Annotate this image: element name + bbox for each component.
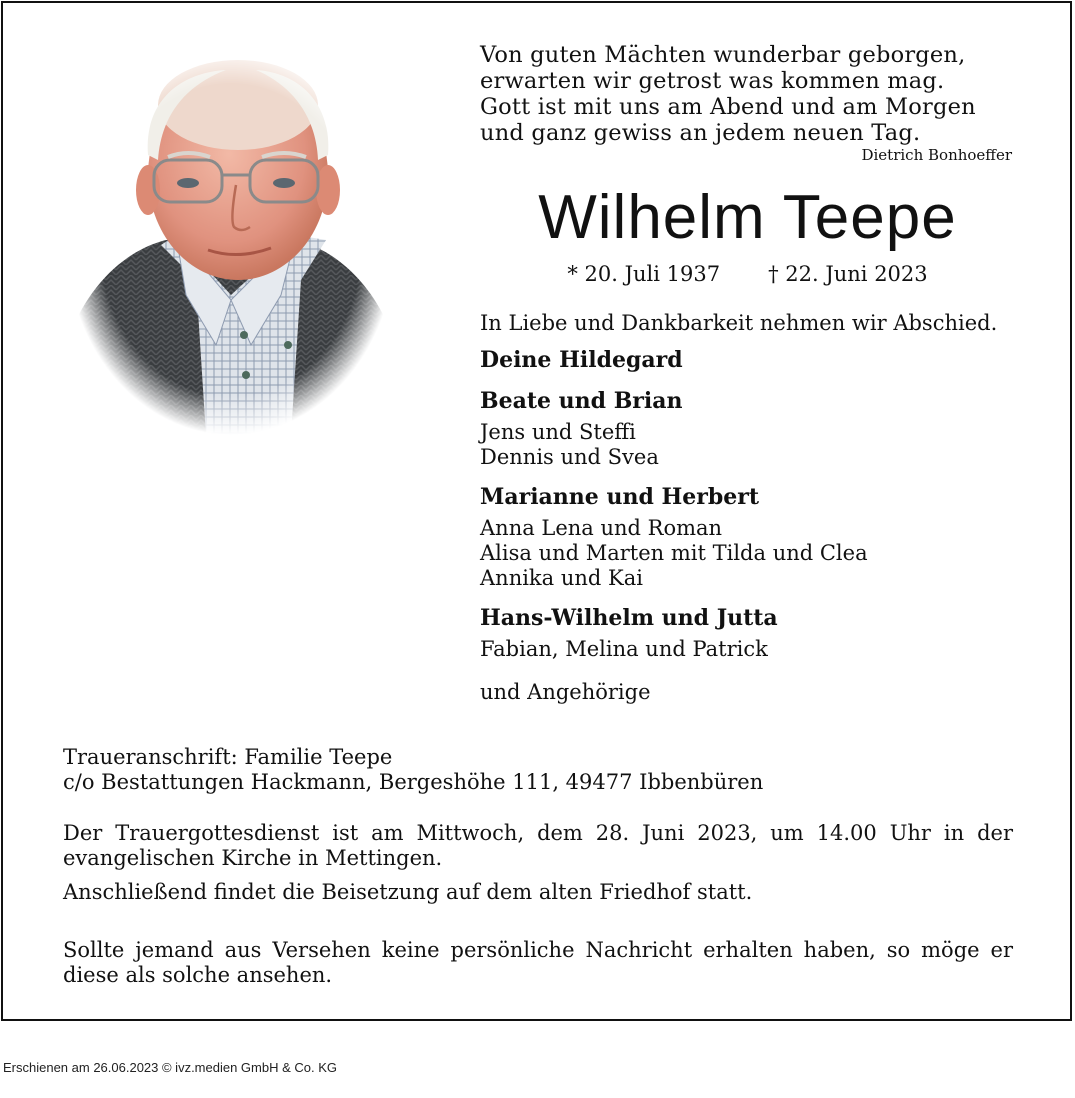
family-group-head: Marianne und Herbert: [480, 484, 759, 510]
poem-author: Dietrich Bonhoeffer: [861, 146, 1012, 164]
deceased-name: Wilhelm Teepe: [538, 183, 957, 252]
poem-line: und ganz gewiss an jedem neuen Tag.: [480, 120, 921, 146]
mourning-address: [63, 745, 1013, 795]
family-group-head: Beate und Brian: [480, 388, 683, 414]
service-info: Der Trauergottesdienst ist am Mittwoch, dem 28. Juni 2023, um 14.00 Uhr in der evangelischen Kirche in Mettingen.: [63, 821, 1013, 870]
personal-note: Sollte jemand aus Versehen keine persönliche Nachricht erhalten haben, so möge er diese als solche ansehen.: [63, 938, 1013, 987]
poem-line: Von guten Mächten wunderbar geborgen,: [480, 42, 966, 68]
relatives-text: und Angehörige: [480, 680, 651, 704]
address-line: c/o Bestattungen Hackmann, Bergeshöhe 111, 49477 Ibbenbüren: [63, 770, 764, 794]
family-member: Fabian, Melina und Patrick: [480, 637, 768, 661]
spouse-name: Deine Hildegard: [480, 347, 683, 373]
portrait-photo: [66, 45, 396, 435]
address-line: Traueranschrift: Familie Teepe: [63, 745, 393, 769]
birth-date: * 20. Juli 1937: [567, 262, 721, 286]
publication-imprint: Erschienen am 26.06.2023 © ivz.medien GmbH & Co. KG: [3, 1060, 338, 1075]
family-group-head: Hans-Wilhelm und Jutta: [480, 605, 778, 631]
family-member: Dennis und Svea: [480, 445, 659, 469]
family-member: Annika und Kai: [480, 566, 643, 590]
family-member: Anna Lena und Roman: [480, 516, 723, 540]
poem-line: erwarten wir getrost was kommen mag.: [480, 68, 945, 94]
poem: [480, 42, 1020, 146]
mourners-list: [480, 311, 1040, 705]
death-date: † 22. Juni 2023: [768, 262, 928, 286]
life-dates: [480, 260, 1015, 288]
farewell-text: In Liebe und Dankbarkeit nehmen wir Abschied.: [480, 311, 998, 335]
burial-info: Anschließend findet die Beisetzung auf dem alten Friedhof statt.: [63, 880, 753, 904]
family-member: Jens und Steffi: [480, 420, 636, 444]
poem-line: Gott ist mit uns am Abend und am Morgen: [480, 94, 976, 120]
family-member: Alisa und Marten mit Tilda und Clea: [480, 541, 868, 565]
